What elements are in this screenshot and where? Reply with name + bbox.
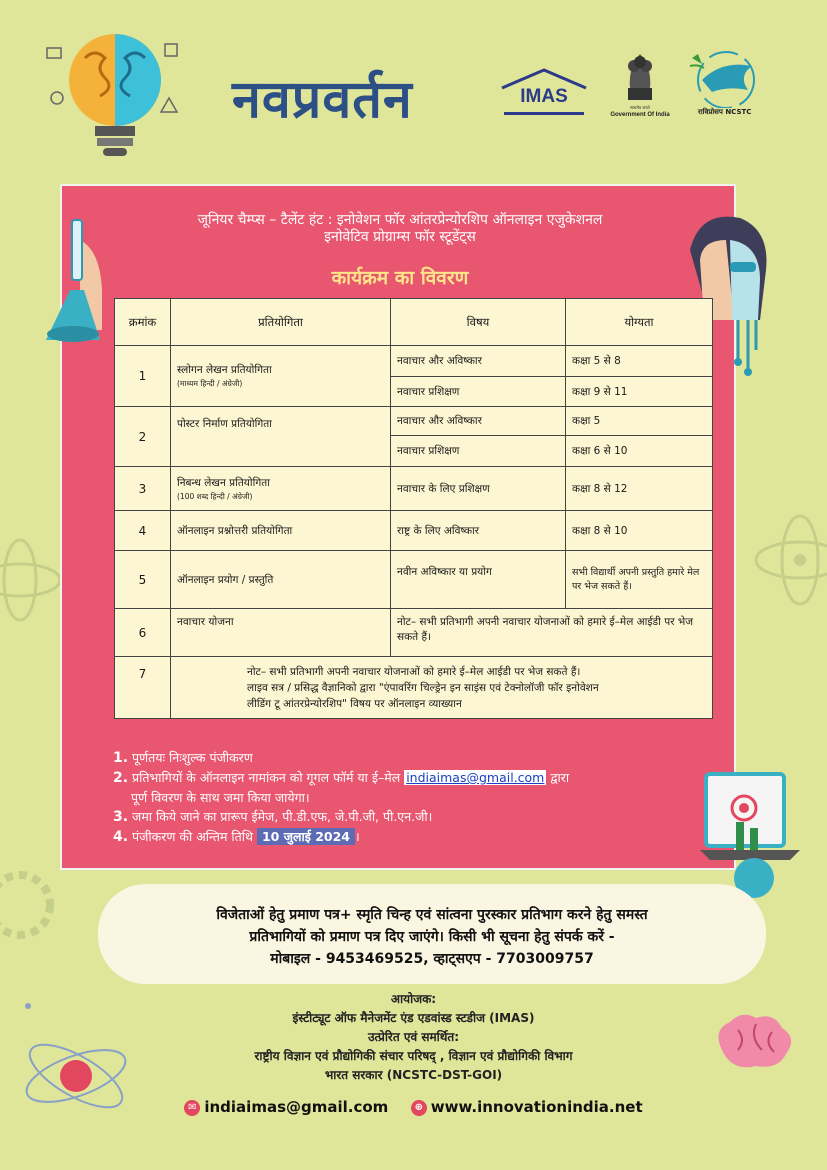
competition-note: (100 शब्द हिन्दी / अंग्रेजी): [177, 491, 253, 501]
ncstc-label: राविप्रोसप NCSTC: [698, 108, 752, 116]
laptop-icon: [700, 768, 800, 900]
note-item: [113, 768, 673, 788]
competition-cell: [171, 467, 391, 511]
header: [0, 0, 827, 180]
bubble-line: विजेताओं हेतु प्रमाण पत्र+ स्मृति चिन्ह एवं सांत्वना पुरस्कार प्रतिभाग करने हेतु समस्त: [216, 907, 648, 923]
emblem-logo: [608, 48, 672, 122]
bubble-line: प्रतिभागियों को प्रमाण पत्र दिए जाएंगे। किसी भी सूचना हेतु संपर्क करें -: [249, 929, 615, 945]
note-line: लाइव सत्र / प्रसिद्ध वैज्ञानिको द्वारा "एंपावरिंग चिल्ड्रेन इन साइंस एवं टेक्नोलॉजी फॉर इनोवेशन: [247, 681, 599, 694]
contact-bar: [0, 1098, 827, 1116]
subject-cell: नवाचार प्रशिक्षण: [391, 377, 566, 407]
atom-decor-right-icon: [740, 500, 827, 620]
supported-label: उत्प्रेरित एवं समर्थित:: [367, 1030, 460, 1044]
note-item: [113, 827, 673, 847]
subject-cell: नवाचार और अविष्कार: [391, 407, 566, 436]
note-line: लीडिंग टू आंतरप्रेन्योरशिप" विषय पर ऑनलाइन व्याख्यान: [247, 697, 462, 710]
note-number: 2.: [113, 770, 129, 786]
emblem-caption: सत्यमेव जयते: [630, 105, 650, 110]
note-item: [113, 807, 673, 827]
header-cell: क्रमांक: [115, 299, 171, 346]
atom-decor-icon: [0, 520, 60, 640]
note-text: प्रतिभागियों के ऑनलाइन नामांकन को गूगल फॉर्म या ई–मेल: [132, 770, 401, 785]
table-row: [115, 407, 713, 436]
organiser-name: इंस्टीट्यूट ऑफ मैनेजमेंट एंड एडवांस्ड स्टडीज (IMAS): [292, 1011, 535, 1025]
subject-cell: नवाचार प्रशिक्षण: [391, 436, 566, 467]
eligibility-cell: सभी विद्यार्थी अपनी प्रस्तुति हमारे मेल पर भेज सकते हैं।: [566, 551, 713, 609]
subject-cell: नवाचार के लिए प्रशिक्षण: [391, 467, 566, 511]
section-title: कार्यक्रम का विवरण: [331, 267, 469, 289]
competition-cell: [171, 346, 391, 407]
eligibility-cell: कक्षा 9 से 11: [566, 377, 713, 407]
note-text: जमा किये जाने का प्रारूप ईमेज, पी.डी.एफ, जे.पी.जी, पी.एन.जी।: [132, 809, 433, 824]
imas-logo: [496, 66, 592, 120]
supporter-name-2: भारत सरकार (NCSTC-DST-GOI): [324, 1068, 503, 1082]
contact-website[interactable]: www.innovationindia.net: [430, 1098, 643, 1116]
table-row: [115, 346, 713, 377]
eligibility-cell: कक्षा 8 से 10: [566, 511, 713, 551]
row-number: 1: [115, 346, 171, 407]
info-bubble-text: [98, 904, 766, 970]
bubble-line: मोबाइल - 9453469525, व्हाट्सएप - 7703009757: [270, 951, 594, 967]
eligibility-cell: कक्षा 5 से 8: [566, 346, 713, 377]
note-line: नोट– सभी प्रतिभागी अपनी नवाचार योजनाओं को हमारे ई–मेल आईडी पर भेज सकते हैं।: [247, 665, 581, 678]
table-row: [115, 467, 713, 511]
note-text: पंजीकरण की अन्तिम तिथि: [132, 829, 253, 844]
note-item: [113, 748, 673, 768]
imas-logo-text: IMAS: [520, 86, 568, 107]
table-row: [115, 657, 713, 719]
note-number: 3.: [113, 809, 129, 825]
email-link[interactable]: indiaimas@gmail.com: [406, 770, 545, 785]
note-text: पूर्णतयः निःशुल्क पंजीकरण: [132, 750, 253, 765]
organiser-label: आयोजक:: [390, 992, 437, 1006]
table-row: [115, 551, 713, 609]
header-cell: प्रतियोगिता: [171, 299, 391, 346]
notes-list: [113, 748, 673, 847]
ncstc-logo: [682, 46, 772, 122]
footer: [0, 990, 827, 1085]
note-number: 1.: [113, 750, 129, 766]
row-number: 2: [115, 407, 171, 467]
note-text: द्वारा: [550, 770, 570, 785]
row-number: 7: [115, 657, 171, 719]
program-table: [114, 298, 713, 719]
dove-icon: [682, 46, 772, 108]
table-header-row: [115, 299, 713, 346]
competition-name: नवाचार योजना: [171, 609, 391, 657]
bulb-brain-icon: [45, 18, 185, 168]
emblem-label: Government Of India: [610, 112, 670, 118]
email-icon: ✉: [184, 1100, 200, 1116]
row-number: 6: [115, 609, 171, 657]
subject-cell: राष्ट्र के लिए अविष्कार: [391, 511, 566, 551]
competition-name: पोस्टर निर्माण प्रतियोगिता: [171, 407, 391, 467]
subtitle-line-1: जूनियर चैम्प्स – टैलेंट हंट : इनोवेशन फॉर आंतरप्रेन्योरशिप ऑनलाइन एजुकेशनल: [197, 212, 603, 228]
program-subtitle: [62, 212, 738, 246]
header-cell: विषय: [391, 299, 566, 346]
note-text: पूर्ण विवरण के साथ जमा किया जायेगा।: [131, 790, 310, 805]
eligibility-cell: कक्षा 5: [566, 407, 713, 436]
note-cell: [171, 657, 713, 719]
emblem-icon: [608, 48, 672, 104]
note-cell: नोट– सभी प्रतिभागी अपनी नवाचार योजनाओं को हमारे ई–मेल आईडी पर भेज सकते हैं।: [391, 609, 713, 657]
gear-decor-icon: [0, 860, 70, 950]
header-cell: योग्यता: [566, 299, 713, 346]
subject-cell: नवाचार और अविष्कार: [391, 346, 566, 377]
table-row: [115, 511, 713, 551]
globe-icon: ⊕: [411, 1100, 427, 1116]
supporter-name: राष्ट्रीय विज्ञान एवं प्रौद्योगिकी संचार परिषद् , विज्ञान एवं प्रौद्योगिकी विभाग: [254, 1049, 573, 1063]
competition-note: (माध्यम हिन्दी / अंग्रेजी): [177, 379, 243, 388]
subject-cell: नवीन अविष्कार या प्रयोग: [391, 551, 566, 609]
contact-email[interactable]: indiaimas@gmail.com: [204, 1098, 389, 1116]
competition-name: निबन्ध लेखन प्रतियोगिता: [177, 476, 270, 489]
deadline-date: 10 जुलाई 2024: [257, 828, 355, 845]
competition-name: स्लोगन लेखन प्रतियोगिता: [177, 364, 272, 376]
page-title: नवप्रवर्तन: [232, 70, 413, 130]
subtitle-line-2: इनोवेटिव प्रोग्राम्स फॉर स्टूडेंट्स: [324, 229, 476, 245]
row-number: 3: [115, 467, 171, 511]
competition-name: ऑनलाइन प्रयोग / प्रस्तुति: [171, 551, 391, 609]
eligibility-cell: कक्षा 6 से 10: [566, 436, 713, 467]
eligibility-cell: कक्षा 8 से 12: [566, 467, 713, 511]
note-text: ।: [355, 829, 360, 844]
row-number: 4: [115, 511, 171, 551]
row-number: 5: [115, 551, 171, 609]
note-number: 4.: [113, 829, 129, 845]
competition-name: ऑनलाइन प्रश्नोत्तरी प्रतियोगिता: [171, 511, 391, 551]
table-row: [115, 609, 713, 657]
